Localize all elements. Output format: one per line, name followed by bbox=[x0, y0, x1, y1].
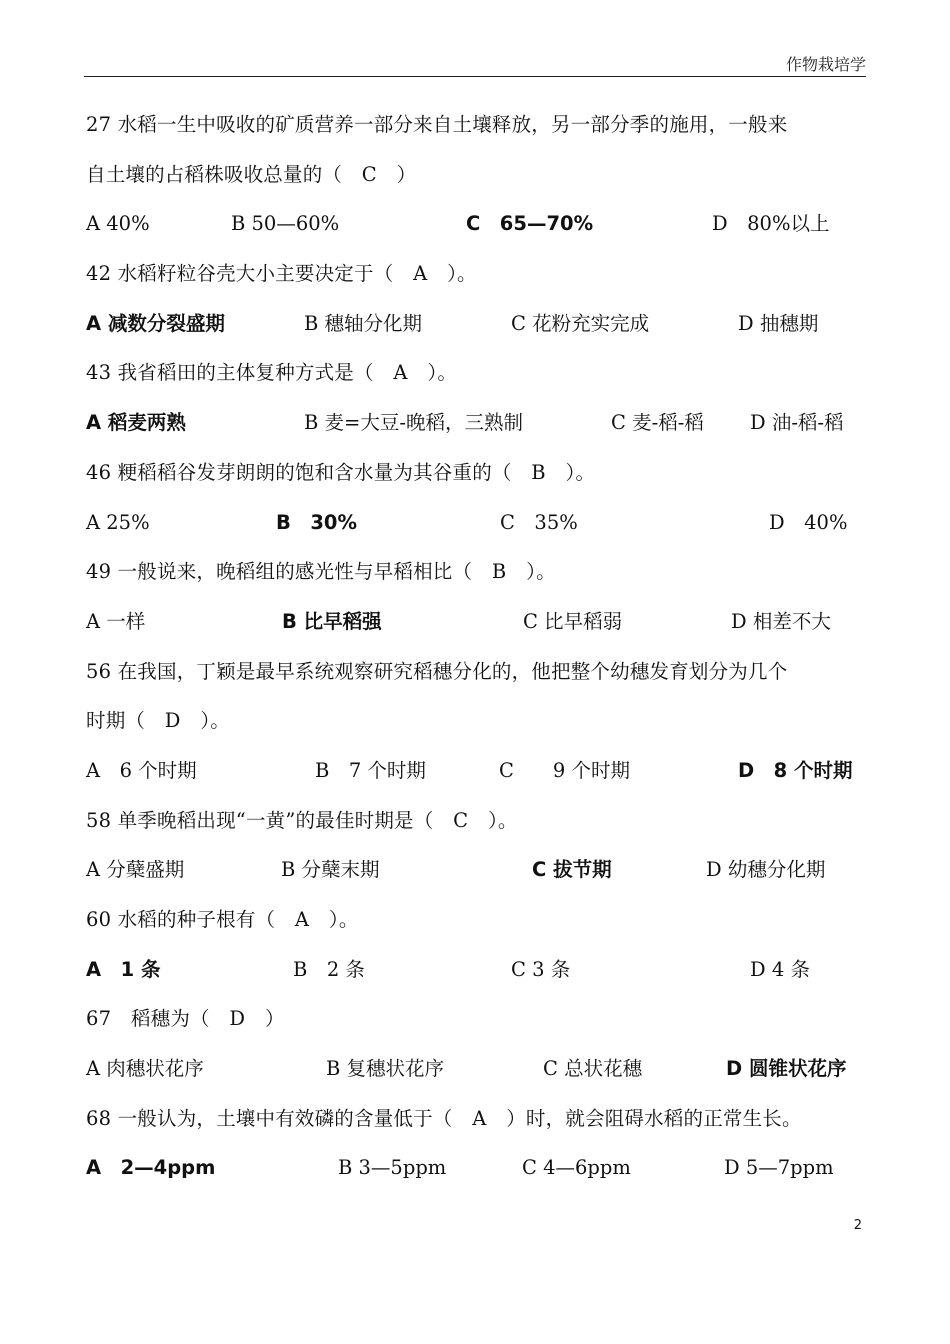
option-c: C 麦-稻-稻 bbox=[611, 411, 704, 435]
option-row bbox=[86, 299, 876, 349]
option-b-correct: B 比早稻强 bbox=[282, 609, 382, 633]
option-d: D 抽穗期 bbox=[738, 311, 819, 335]
option-b: B 复穗状花序 bbox=[326, 1057, 445, 1081]
option-a-correct: A 2—4ppm bbox=[86, 1156, 216, 1180]
option-a: A 一样 bbox=[86, 609, 146, 633]
option-row bbox=[86, 945, 876, 995]
page-number: 2 bbox=[853, 1218, 862, 1233]
option-b: B 麦=大豆-晚稻，三熟制 bbox=[304, 411, 523, 435]
question-text: 46 粳稻稻谷发芽朗朗的饱和含水量为其谷重的（ B ）。 bbox=[86, 460, 596, 484]
option-row bbox=[86, 597, 876, 647]
option-b: B 3—5ppm bbox=[338, 1156, 447, 1180]
option-a: A 25% bbox=[86, 510, 150, 534]
option-b: B 50—60% bbox=[231, 212, 340, 236]
option-b-correct: B 30% bbox=[276, 510, 358, 534]
question-text: 43 我省稻田的主体复种方式是（ A ）。 bbox=[86, 361, 458, 385]
question-text: 时期（ D ）。 bbox=[86, 709, 230, 733]
option-c: C 总状花穗 bbox=[543, 1057, 643, 1081]
option-c: C 4—6ppm bbox=[522, 1156, 631, 1180]
option-row bbox=[86, 498, 876, 548]
question-text: 56 在我国，丁颖是最早系统观察研究稻穗分化的，他把整个幼穗发育划分为几个 bbox=[86, 659, 788, 683]
option-row bbox=[86, 845, 876, 895]
option-a-correct: A 稻麦两熟 bbox=[86, 411, 186, 435]
option-c: C 35% bbox=[500, 510, 578, 534]
option-d: D 幼穗分化期 bbox=[706, 858, 826, 882]
option-a-correct: A 减数分裂盛期 bbox=[86, 311, 225, 335]
page-header bbox=[84, 52, 866, 77]
option-d: D 80%以上 bbox=[712, 212, 830, 236]
question-list bbox=[86, 100, 876, 1193]
option-d-correct: D 圆锥状花序 bbox=[726, 1057, 847, 1081]
option-row bbox=[86, 398, 876, 448]
option-c-correct: C 拔节期 bbox=[532, 858, 612, 882]
option-a: A 6 个时期 bbox=[86, 758, 197, 782]
option-d: D 相差不大 bbox=[731, 609, 831, 633]
question-text: 67 稻穗为（ D ） bbox=[86, 1007, 285, 1031]
option-row bbox=[86, 1143, 876, 1193]
question-text: 自土壤的占稻株吸收总量的（ C ） bbox=[86, 162, 417, 186]
question-text: 58 单季晚稻出现“一黄”的最佳时期是（ C ）。 bbox=[86, 808, 518, 832]
question-text: 68 一般认为，土壤中有效磷的含量低于（ A ）时，就会阻碍水稻的正常生长。 bbox=[86, 1106, 802, 1130]
option-b: B 7 个时期 bbox=[315, 758, 426, 782]
question-text: 42 水稻籽粒谷壳大小主要决定于（ A ）。 bbox=[86, 262, 477, 286]
option-row bbox=[86, 199, 876, 249]
option-d: D 40% bbox=[769, 510, 848, 534]
option-d: D 油-稻-稻 bbox=[750, 411, 844, 435]
option-a: A 肉穗状花序 bbox=[86, 1057, 204, 1081]
option-c: C 3 条 bbox=[511, 957, 571, 981]
option-a: A 分蘖盛期 bbox=[86, 858, 185, 882]
option-b: B 2 条 bbox=[293, 957, 365, 981]
option-d-correct: D 8 个时期 bbox=[738, 758, 853, 782]
question-text: 49 一般说来，晚稻组的感光性与早稻相比（ B ）。 bbox=[86, 560, 556, 584]
question-text: 27 水稻一生中吸收的矿质营养一部分来自土壤释放，另一部分季的施用，一般来 bbox=[86, 113, 788, 136]
question-text: 60 水稻的种子根有（ A ）。 bbox=[86, 908, 359, 931]
option-c: C 花粉充实完成 bbox=[511, 311, 650, 335]
option-a: A 40% bbox=[86, 212, 150, 236]
option-d: D 5—7ppm bbox=[724, 1156, 834, 1180]
option-c: C 9 个时期 bbox=[499, 758, 631, 782]
option-a-correct: A 1 条 bbox=[86, 957, 161, 981]
option-b: B 穗轴分化期 bbox=[304, 311, 423, 335]
option-b: B 分蘖末期 bbox=[281, 858, 380, 882]
option-d: D 4 条 bbox=[750, 957, 810, 981]
option-c: C 比早稻弱 bbox=[523, 609, 623, 633]
option-row bbox=[86, 746, 876, 796]
option-c-correct: C 65—70% bbox=[466, 212, 594, 236]
header-title: 作物栽培学 bbox=[785, 55, 866, 74]
option-row bbox=[86, 1044, 876, 1094]
